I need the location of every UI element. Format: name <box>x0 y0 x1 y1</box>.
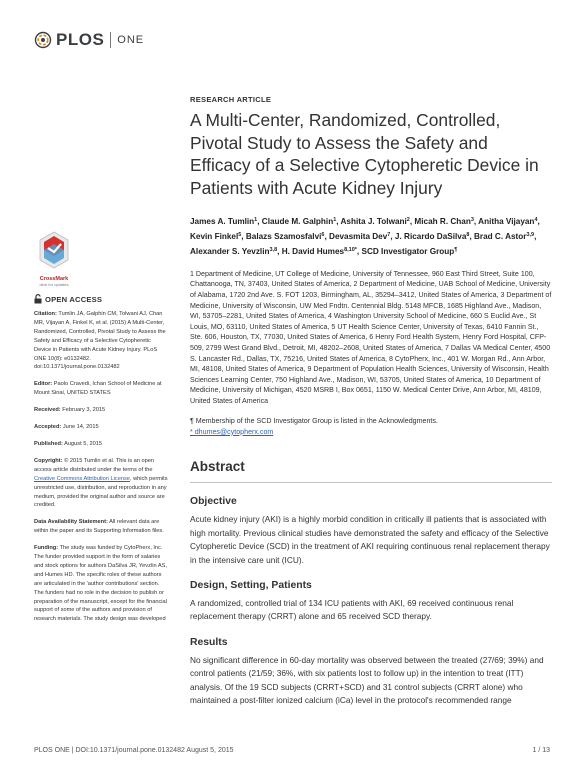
author-item[interactable]: Alexander S. Yevzlin$^{3,8}$ <box>190 246 278 256</box>
author-item[interactable]: Claude M. Galphin$^1$ <box>261 217 337 227</box>
published-label: Published: <box>34 440 63 447</box>
citation-label: Citation: <box>34 311 57 317</box>
author-item[interactable]: Devasmita Dev$^7$ <box>329 232 391 242</box>
design-text: A randomized, controlled trial of 134 ICU patients with AKI, 69 received continuous renal replacement therapy (CRRT) alone and 65 received SCD therapy. <box>190 597 514 622</box>
data-availability-block <box>34 518 168 536</box>
cc-license-link[interactable]: Creative Commons Attribution License <box>34 475 130 482</box>
footer-citation: PLOS ONE | DOI:10.1371/journal.pone.0132482 August 5, 2015 <box>34 747 234 754</box>
article-main-column <box>190 95 552 707</box>
received-label: Received: <box>34 407 61 414</box>
logo-divider <box>110 32 111 48</box>
received-date: February 3, 2015 <box>62 407 106 414</box>
page-number: 1 / 13 <box>532 747 550 754</box>
author-item[interactable]: James A. Tumlin$^1$ <box>190 217 258 227</box>
article-type-label: RESEARCH ARTICLE <box>190 95 272 104</box>
author-item[interactable]: Anitha Vijayan$^4$ <box>478 217 538 227</box>
citation-block <box>34 310 168 372</box>
author-item[interactable]: Kevin Finkel$^5$ <box>190 232 242 242</box>
published-block <box>34 440 168 449</box>
funding-block <box>34 544 168 624</box>
results-heading: Results <box>190 636 228 648</box>
objective-heading: Objective <box>190 496 237 508</box>
open-lock-icon <box>34 294 42 304</box>
copyright-text: © 2015 Tumlin et al. This is an open access article distributed under the terms of the <box>34 457 155 473</box>
received-block <box>34 406 168 415</box>
author-list: James A. Tumlin$^1$, Claude M. Galphin$^1$, Ashita J. Tolwani$^2$, Micah R. Chan$^3$, Anitha Vijayan$^4$, Kevin Finkel$^5$, Balazs Szamosfalvi$^6$, Devasmita Dev$^7$, J. Ricardo DaSilva$^8$, Brad C. Astor$^{3,9}$, Alexander S. Yevzlin$^{3,8}$, H. David Humes$^{8,10*}$, SCD Investigator Group¶ <box>190 217 540 256</box>
copyright-label: Copyright: <box>34 457 63 464</box>
article-title: A Multi-Center, Randomized, Controlled, Pivotal Study to Assess the Safety and Efficacy of a Selective Cytopheretic Device in Patients with Acute Kidney Injury <box>190 110 539 198</box>
page-footer <box>34 747 550 754</box>
investigator-group-note: ¶ Membership of the SCD Investigator Group is listed in the Acknowledgments. <box>190 417 438 426</box>
author-item[interactable]: Balazs Szamosfalvi$^6$ <box>245 232 325 242</box>
copyright-block <box>34 457 168 510</box>
corresponding-email-link[interactable]: * dhumes@cytopherx.com <box>190 427 274 436</box>
abstract-heading: Abstract <box>190 459 245 475</box>
open-access-label: OPEN ACCESS <box>45 294 103 304</box>
funding-label: Funding: <box>34 545 59 552</box>
citation-text: Tumlin JA, Galphin CM, Tolwani AJ, Chan MR, Vijayan A, Finkel K, et al. (2015) A Multi-Center, Randomized, Controlled, Pivotal Study to Assess the Safety and Efficacy of a Selective Cytopheretic Device in Patients with Acute Kidney Injury. PLoS ONE 10(8): e0132482. doi:10.1371/journal.pone.0132482 <box>34 311 166 371</box>
accepted-label: Accepted: <box>34 424 62 431</box>
crossmark-sub: click for updates <box>39 282 69 287</box>
crossmark-icon <box>36 230 72 270</box>
editor-block <box>34 380 168 398</box>
accepted-block <box>34 423 168 432</box>
funding-text: The study was funded by CytoPherx, Inc. The funder provided support in the form of salaries and stock options for authors DaSilva JR, Yevzlin AS, and Humes HD. The specific roles of these authors are articulated in the 'author contributions' section. The funders had no role in the decision to publish or preparation of the manuscript, except for the financial support of some of the authors and provision of research materials. The study design was developed <box>34 545 167 623</box>
abstract-divider <box>190 482 552 483</box>
author-item[interactable]: SCD Investigator Group¶ <box>361 246 458 256</box>
author-item[interactable]: H. David Humes$^{8,10*}$ <box>281 246 357 256</box>
results-text: No significant difference in 60-day mortality was observed between the treated (27/69; 39%) and control patients (21/59; 36%, with six patients lost to follow up) in the intention to treat (ITT) analysis. Of the 19 SCD subjects (CRRT+SCD) and 31 control subjects (CRRT alone) who maintained a post-filter ionized calcium (iCa) level in the protocol's recommended range <box>190 654 544 705</box>
copyright-text-2: , which permits unrestricted use, distribution, and reproduction in any medium, provided the original author and source are credited. <box>34 475 168 509</box>
author-item[interactable]: Ashita J. Tolwani$^2$ <box>340 217 410 227</box>
data-availability-label: Data Availability Statement: <box>34 519 108 526</box>
plos-one-logo[interactable] <box>34 30 144 50</box>
article-metadata-sidebar <box>34 310 168 632</box>
editor-text: Paolo Cravedi, Ichan School of Medicine at Mount Sinai, UNITED STATES <box>34 381 162 397</box>
published-date: August 5, 2015 <box>64 440 103 447</box>
logo-one-text: ONE <box>117 34 145 46</box>
crossmark-badge[interactable] <box>34 230 74 287</box>
author-affiliations: 1 Department of Medicine, UT College of Medicine, University of Tennessee, 960 East Third Street, Suite 100, Chattanooga, TN, 37403, United States of America, 2 Department of Medicine, UAB School of Medicine, University of Alabama, 1720 2nd Ave. S. FOT 1203, Birmingham, AL, 35294–3412, United States of America, 3 Department of Medicine, University of Wisconsin, UW Med Fndtn. Centennial Bldg. 5148 MFCB, 1685 Highland Ave., Madison, WI, 53705–2281, United States of America, 4 Washington University School of Medicine, 660 S Euclid Ave., St Louis, MO, 63110, United States of America, 5 UT Health Science Center, University of Texas, 6410 Fannin St., Ste. 606, Houston, TX, 77030, United States of America, 6 Henry Ford Health System, Henry Ford Hospital, CFP-509, 2799 West Grand Blvd., Detroit, MI, 48202–2608, United States of America, 7 Dallas VA Medical Center, 4500 S. Lancaster Rd., Dallas, TX, 75216, United States of America, 8 CytoPherx, Inc., 401 W. Morgan Rd., Ann Arbor, MI, 48108, United States of America, 9 Department of Population Health Sciences, University of Wisconsin, Health Sciences Learning Center, 750 Highland Ave., Madison, WI, 53705, United States of America, 10 Department of Medicine, University of Michigan, 4520 MSRB I, Box 0651, 1150 W. Medical Center Drive, Ann Arbor, MI, 48109, United States of America <box>190 269 552 405</box>
crossmark-label: CrossMark <box>39 276 69 282</box>
plos-logo-icon <box>34 31 52 49</box>
logo-plos-text: PLOS <box>56 30 105 49</box>
open-access-badge <box>34 294 102 304</box>
accepted-date: June 14, 2015 <box>62 424 99 431</box>
data-availability-text: All relevant data are within the paper and its Supporting Information files. <box>34 519 164 535</box>
author-item[interactable]: Micah R. Chan$^3$ <box>414 217 474 227</box>
author-item[interactable]: J. Ricardo DaSilva$^8$ <box>394 232 470 242</box>
editor-label: Editor: <box>34 381 53 388</box>
design-heading: Design, Setting, Patients <box>190 579 312 591</box>
author-item[interactable]: Brad C. Astor$^{3,9}$ <box>474 232 535 242</box>
objective-text: Acute kidney injury (AKI) is a highly morbid condition in critically ill patients that is associated with high mortality. Previous clinical studies have demonstrated the safety and efficacy of the Selective Cytopheretic Device (SCD) in the treatment of AKI requiring continuous renal replacement therapy in the intensive care unit (ICU). <box>190 514 550 565</box>
